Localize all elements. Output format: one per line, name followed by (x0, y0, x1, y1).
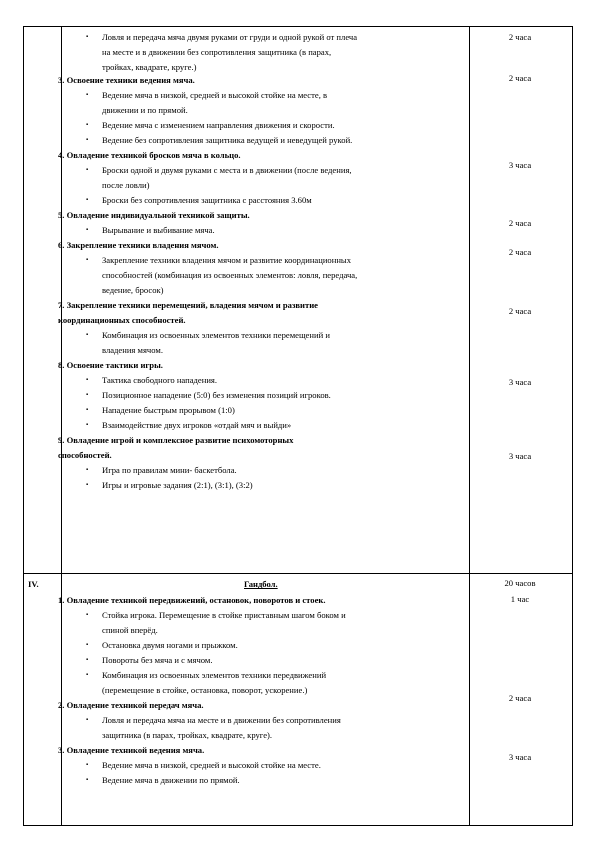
hours-value: 2 часа (508, 306, 532, 316)
column-divider (469, 27, 470, 825)
list-item: Ведение мяча в низкой, средней и высокой стойке на месте, в (102, 90, 328, 100)
hours-value: 2 часа (508, 247, 532, 257)
bullet-icon: ▪ (86, 717, 89, 723)
list-item: ведение, бросок) (102, 285, 164, 295)
topic-heading: 7. Закрепление техники перемещений, владения мячом и развитие (58, 300, 318, 310)
bullet-icon: ▪ (86, 197, 89, 203)
topic-heading: способностей. (58, 450, 112, 460)
hours-value: 3 часа (508, 752, 532, 762)
bullet-icon: ▪ (86, 657, 89, 663)
list-item: Стойка игрока. Перемещение в стойке приставным шагом боком и (102, 610, 346, 620)
list-item: Комбинация из освоенных элементов техники передвижений (102, 670, 327, 680)
list-item: Комбинация из освоенных элементов техники перемещений и (102, 330, 330, 340)
hours-value: 3 часа (508, 160, 532, 170)
bullet-icon: ▪ (86, 672, 89, 678)
section-title: Гандбол. (244, 579, 278, 589)
topic-heading: 2. Овладение техникой передач мяча. (58, 700, 204, 710)
topic-heading: 3. Овладение техникой ведения мяча. (58, 745, 205, 755)
list-item: Закрепление техники владения мячом и развитие координационных (102, 255, 351, 265)
topic-heading: 3. Освоение техники ведения мяча. (58, 75, 195, 85)
list-item: Позиционное нападение (5:0) без изменения позиций игроков. (102, 390, 331, 400)
list-item: Ловля и передача мяча двумя руками от груди и одной рукой от плеча (102, 32, 358, 42)
hours-value: 2 часа (508, 693, 532, 703)
row-divider (24, 573, 572, 574)
hours-value: 20 часов (504, 578, 536, 588)
bullet-icon: ▪ (86, 777, 89, 783)
bullet-icon: ▪ (86, 642, 89, 648)
bullet-icon: ▪ (86, 612, 89, 618)
list-item: Игра по правилам мини- баскетбола. (102, 465, 237, 475)
topic-heading: 1. Овладение техникой передвижений, остановок, поворотов и стоек. (58, 595, 326, 605)
topic-heading: 5. Овладение индивидуальной техникой защиты. (58, 210, 250, 220)
list-item: Ловля и передача мяча на месте и в движении без сопротивления (102, 715, 341, 725)
bullet-icon: ▪ (86, 167, 89, 173)
list-item: способностей (комбинация из освоенных элементов: ловля, передача, (102, 270, 358, 280)
topic-heading: 4. Овладение техникой бросков мяча в кольцо. (58, 150, 241, 160)
list-item: Игры и игровые задания (2:1), (3:1), (3:2) (102, 480, 253, 490)
list-item: (перемещение в стойке, остановка, поворот, ускорение.) (102, 685, 308, 695)
list-item: Остановка двумя ногами и прыжком. (102, 640, 238, 650)
topic-heading: координационных способностей. (58, 315, 186, 325)
list-item: владения мячом. (102, 345, 163, 355)
list-item: после ловли) (102, 180, 150, 190)
bullet-icon: ▪ (86, 482, 89, 488)
hours-value: 3 часа (508, 451, 532, 461)
list-item: на месте и в движении без сопротивления защитника (в парах, (102, 47, 332, 57)
bullet-icon: ▪ (86, 467, 89, 473)
list-item: спиной вперёд. (102, 625, 158, 635)
bullet-icon: ▪ (86, 92, 89, 98)
bullet-icon: ▪ (86, 227, 89, 233)
list-item: Ведение мяча в низкой, средней и высокой стойке на месте. (102, 760, 321, 770)
list-item: Взаимодействие двух игроков «отдай мяч и выйди» (102, 420, 292, 430)
list-item: Ведение мяча с изменением направления движения и скорости. (102, 120, 335, 130)
list-item: Тактика свободного нападения. (102, 375, 218, 385)
list-item: Вырывание и выбивание мяча. (102, 225, 215, 235)
hours-value: 1 час (510, 594, 530, 604)
list-item: Броски без сопротивления защитника с расстояния 3.60м (102, 195, 312, 205)
list-item: Ведение мяча в движении по прямой. (102, 775, 240, 785)
bullet-icon: ▪ (86, 407, 89, 413)
bullet-icon: ▪ (86, 257, 89, 263)
bullet-icon: ▪ (86, 762, 89, 768)
topic-heading: 6. Закрепление техники владения мячом. (58, 240, 219, 250)
bullet-icon: ▪ (86, 122, 89, 128)
bullet-icon: ▪ (86, 332, 89, 338)
bullet-icon: ▪ (86, 137, 89, 143)
list-item: Нападение быстрым прорывом (1:0) (102, 405, 235, 415)
list-item: тройках, квадрате, круге.) (102, 62, 197, 72)
hours-value: 2 часа (508, 32, 532, 42)
list-item: движении и по прямой. (102, 105, 188, 115)
bullet-icon: ▪ (86, 377, 89, 383)
bullet-icon: ▪ (86, 392, 89, 398)
topic-heading: 9. Овладение игрой и комплексное развитие психомоторных (58, 435, 294, 445)
bullet-icon: ▪ (86, 34, 89, 40)
hours-value: 2 часа (508, 73, 532, 83)
list-item: Ведение без сопротивления защитника ведущей и неведущей рукой. (102, 135, 353, 145)
hours-value: 2 часа (508, 218, 532, 228)
bullet-icon: ▪ (86, 422, 89, 428)
hours-value: 3 часа (508, 377, 532, 387)
list-item: Повороты без мяча и с мячом. (102, 655, 213, 665)
section-number: IV. (28, 579, 39, 589)
list-item: защитника (в парах, тройках, квадрате, круге). (102, 730, 273, 740)
list-item: Броски одной и двумя руками с места и в движении (после ведения, (102, 165, 352, 175)
topic-heading: 8. Освоение тактики игры. (58, 360, 163, 370)
